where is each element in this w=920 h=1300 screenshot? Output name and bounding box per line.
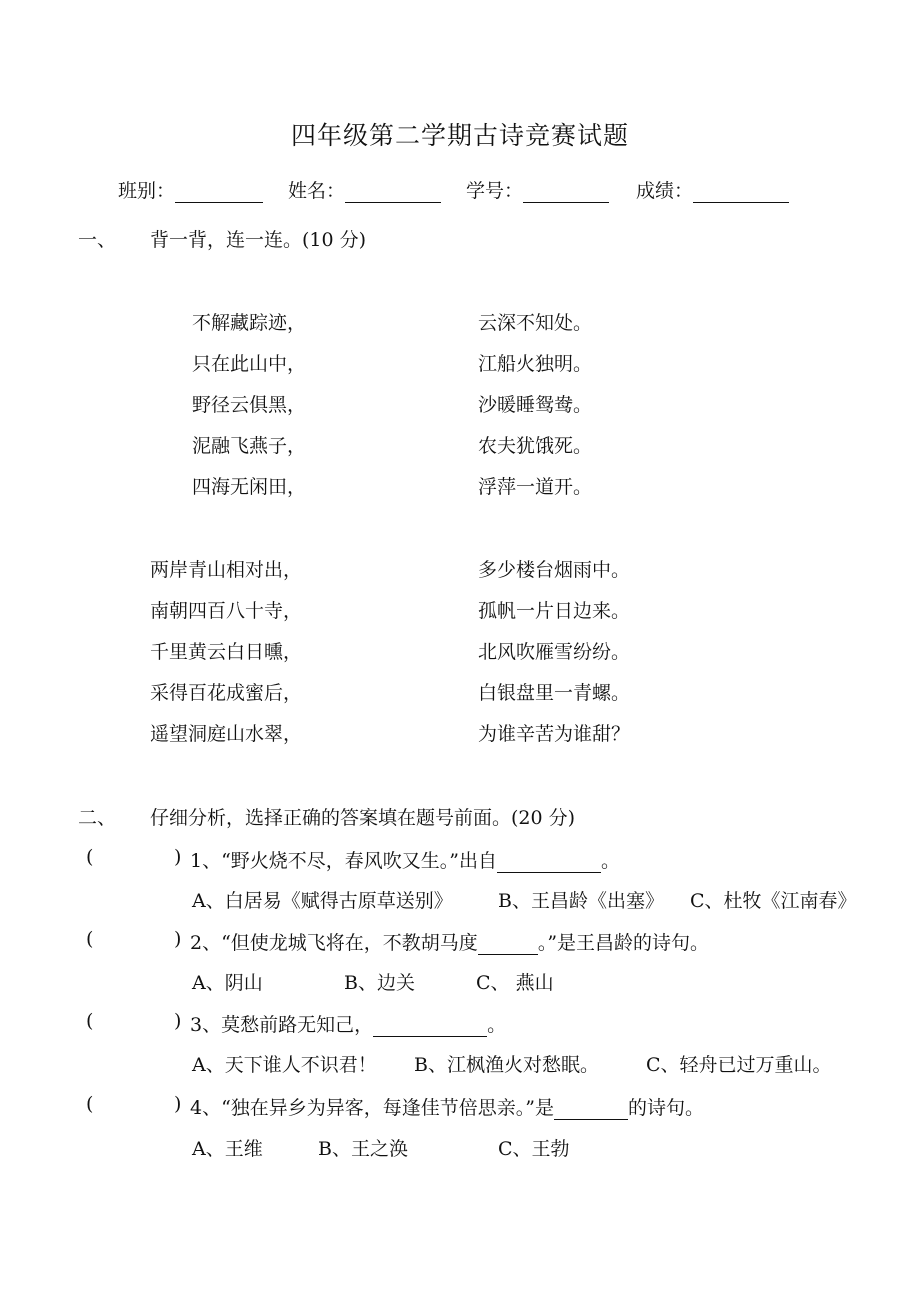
student-number-label: 学号： [466,180,524,202]
poem-line-left: 遥望洞庭山水翠， [150,723,303,745]
poem-line-right: 白银盘里一青螺。 [478,682,631,704]
q3-text: 3、莫愁前路无知己， [190,1014,374,1036]
q1-paren-close: ) [174,846,182,868]
q1-blank[interactable] [497,852,601,873]
q3-blank[interactable] [373,1016,487,1037]
section1-number: 一、 [78,229,117,251]
q1-option-c: C、杜牧《江南春》 [690,890,857,912]
q3-paren-close: ) [174,1010,182,1032]
poem-line-left: 四海无闲田， [192,476,307,498]
q2-paren-open: ( [86,928,94,950]
student-number-field [466,176,609,203]
q4-paren-open: ( [86,1093,94,1115]
class-label: 班别： [118,180,176,202]
q2-text-end: 。”是王昌龄的诗句。 [537,932,710,954]
q4-option-b: B、王之涣 [318,1138,408,1160]
question-2 [190,928,709,955]
poem-line-left: 泥融飞燕子， [192,435,307,457]
class-blank[interactable] [175,182,263,203]
section2-heading: 仔细分析，选择正确的答案填在题号前面。(20 分) [150,807,576,829]
poem-line-right: 多少楼台烟雨中。 [478,559,631,581]
score-blank[interactable] [693,182,789,203]
score-label: 成绩： [636,180,694,202]
q3-option-c: C、轻舟已过万重山。 [646,1054,832,1076]
class-field [118,176,263,203]
poem-line-left: 千里黄云白日曛， [150,641,303,663]
q3-paren-open: ( [86,1010,94,1032]
poem-line-left: 南朝四百八十寺， [150,600,303,622]
poem-line-right: 江船火独明。 [478,353,593,375]
poem-line-right: 农夫犹饿死。 [478,435,593,457]
poem-line-right: 为谁辛苦为谁甜？ [478,723,631,745]
q4-option-a: A、王维 [192,1138,263,1160]
q1-text: 1、“野火烧不尽，春风吹又生。”出自 [190,850,498,872]
section1-heading: 背一背，连一连。(10 分) [150,229,367,251]
poem-line-left: 采得百花成蜜后， [150,682,303,704]
section2-number: 二、 [78,807,117,829]
poem-line-right: 云深不知处。 [478,312,593,334]
poem-line-right: 沙暖睡鸳鸯。 [478,394,593,416]
poem-line-left: 野径云俱黑， [192,394,307,416]
poem-line-left: 两岸青山相对出， [150,559,303,581]
poem-line-left: 只在此山中， [192,353,307,375]
poem-line-right: 孤帆一片日边来。 [478,600,631,622]
q2-paren-close: ) [174,928,182,950]
question-3 [190,1010,506,1037]
q2-text: 2、“但使龙城飞将在，不教胡马度 [190,932,478,954]
poem-line-right: 北风吹雁雪纷纷。 [478,641,631,663]
score-field [636,176,789,203]
poem-line-left: 不解藏踪迹， [192,312,307,334]
question-4 [190,1093,704,1120]
q2-option-a: A、阴山 [192,972,263,994]
poem-line-right: 浮萍一道开。 [478,476,593,498]
name-field [288,176,441,203]
question-1 [190,846,620,873]
q2-option-c: C、 燕山 [476,972,554,994]
q3-text-end: 。 [487,1014,507,1036]
name-label: 姓名： [288,180,346,202]
student-number-blank[interactable] [523,182,609,203]
q4-text: 4、“独在异乡为异客，每逢佳节倍思亲。”是 [190,1097,555,1119]
q1-option-b: B、王昌龄《出塞》 [498,890,664,912]
q4-text-end: 的诗句。 [628,1097,705,1119]
q4-paren-close: ) [174,1093,182,1115]
q4-blank[interactable] [554,1099,628,1120]
name-blank[interactable] [345,182,441,203]
q2-option-b: B、边关 [344,972,415,994]
q1-text-end: 。 [601,850,621,872]
q1-paren-open: ( [86,846,94,868]
q2-blank[interactable] [478,934,538,955]
page-title: 四年级第二学期古诗竞赛试题 [290,121,629,150]
q3-option-a: A、天下谁人不识君！ [192,1054,377,1076]
q3-option-b: B、江枫渔火对愁眠。 [414,1054,599,1076]
q1-option-a: A、白居易《赋得古原草送别》 [192,890,453,912]
q4-option-c: C、王勃 [498,1138,570,1160]
